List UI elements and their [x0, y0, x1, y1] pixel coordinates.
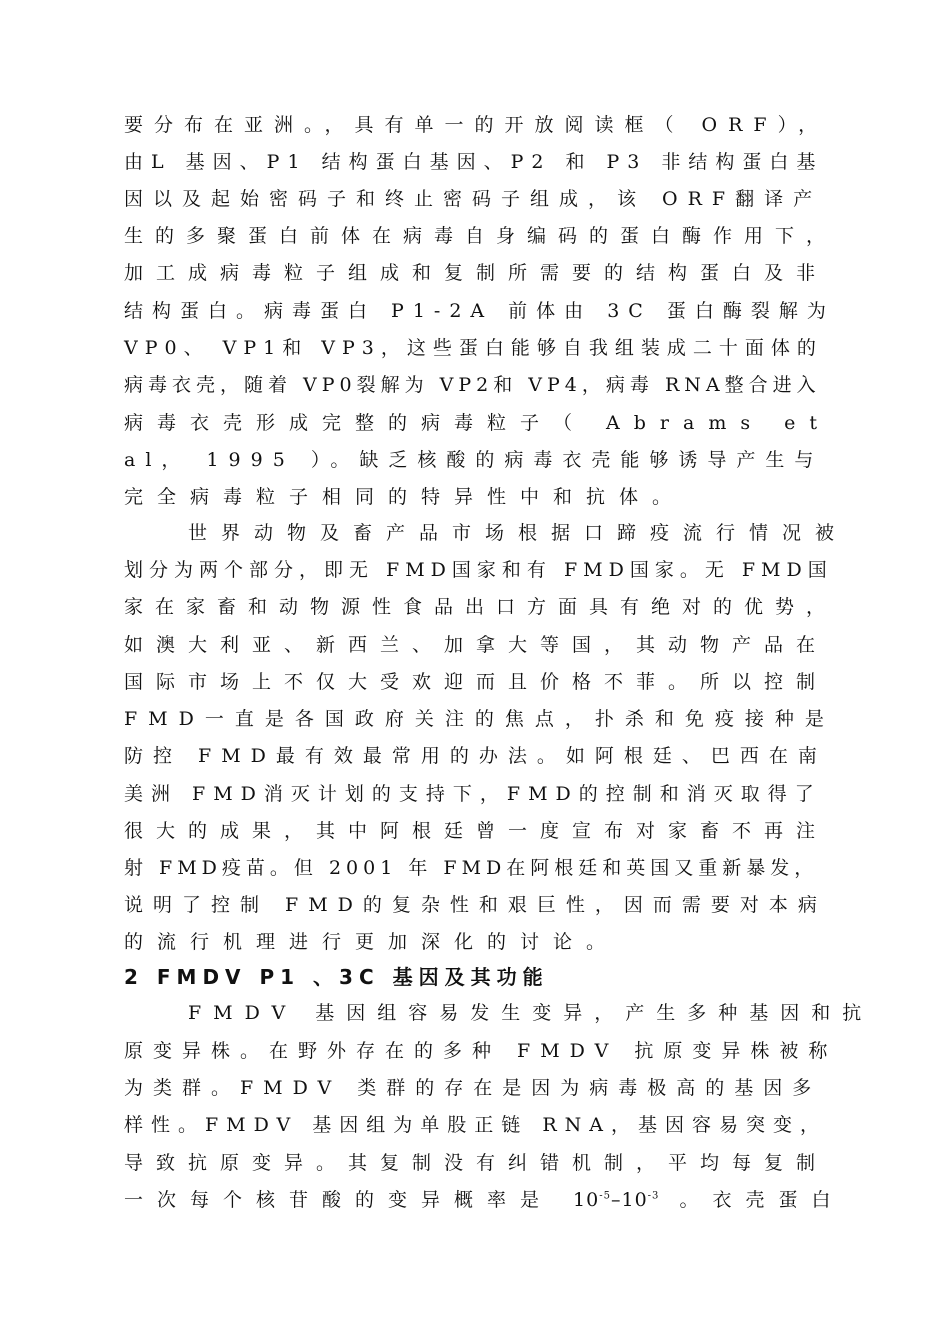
paragraph-1-line-1: 要分布在亚洲。，具有单一的开放阅读框（ ORF），	[124, 114, 829, 136]
paragraph-2-line-12: 的流行机理进行更加深化的讨论。	[124, 931, 620, 953]
paragraph-2-line-5: 国际市场上不仅大受欢迎而且价格不菲。所以控制	[124, 671, 829, 693]
paragraph-1-line-9: 病毒衣壳形成完整的病毒粒子（ Abrams et	[124, 412, 832, 434]
paragraph-2-line-1: 世界动物及畜产品市场根据口蹄疫流行情况被	[188, 522, 849, 544]
paragraph-1-line-2: 由L 基因、P1 结构蛋白基因、P2 和 P3 非结构蛋白基	[124, 151, 824, 173]
paragraph-3-line-4: 样性。FMDV 基因组为单股正链 RNA，基因容易突变，	[124, 1114, 827, 1136]
exponent-2: -3	[647, 1190, 660, 1202]
paragraph-1-line-5: 加工成病毒粒子组成和复制所需要的结构蛋白及非	[124, 262, 829, 284]
paragraph-1-line-3: 因以及起始密码子和终止密码子组成，该 ORF翻译产	[124, 188, 823, 210]
paragraph-3-line-2: 原变异株。在野外存在的多种 FMDV 抗原变异株被称	[124, 1040, 838, 1062]
paragraph-2-line-10: 射 FMD疫苗。但 2001 年 FMD在阿根廷和英国又重新暴发，	[124, 857, 819, 879]
paragraph-3-line-1: FMDV 基因组容易发生变异，产生多种基因和抗	[188, 1002, 874, 1024]
paragraph-1-line-7: VP0、 VP1和 VP3，这些蛋白能够自我组装成二十面体的	[124, 337, 823, 359]
paragraph-3-line-5: 导致抗原变异。其复制没有纠错机制，平均每复制	[124, 1152, 829, 1174]
paragraph-2-line-9: 很大的成果，其中阿根廷曾一度宣布对家畜不再注	[124, 820, 829, 842]
paragraph-2-line-8: 美洲 FMD消灭计划的支持下，FMD的控制和消灭取得了	[124, 783, 822, 805]
section-heading: 2 FMDV P1 、3C 基因及其功能	[124, 965, 549, 989]
exponent-1: -5	[599, 1190, 611, 1202]
exponent-base-2: 10	[621, 1189, 648, 1211]
paragraph-2-line-7: 防控 FMD最有效最常用的办法。如阿根廷、巴西在南	[124, 745, 827, 767]
paragraph-2-line-11: 说明了控制 FMD的复杂性和艰巨性，因而需要对本病	[124, 894, 827, 916]
paragraph-1-line-11: 完全病毒粒子相同的特异性中和抗体。	[124, 486, 686, 508]
line-6-text-before: 一次每个核苷酸的变异概率是	[124, 1189, 574, 1211]
paragraph-2-line-6: FMD一直是各国政府关注的焦点，扑杀和免疫接种是	[124, 708, 835, 730]
paragraph-2-line-4: 如澳大利亚、新西兰、加拿大等国，其动物产品在	[124, 634, 829, 656]
paragraph-1-line-8: 病毒衣壳，随着 VP0裂解为 VP2和 VP4，病毒 RNA整合进入	[124, 374, 821, 396]
range-dash: –	[610, 1189, 622, 1211]
paragraph-3-line-3: 为类群。FMDV 类群的存在是因为病毒极高的基因多	[124, 1077, 822, 1099]
paragraph-2-line-3: 家在家畜和动物源性食品出口方面具有绝对的优势，	[124, 596, 838, 618]
paragraph-3-line-6	[124, 1185, 844, 1215]
paragraph-1-line-6: 结构蛋白。病毒蛋白 P1-2A 前体由 3C 蛋白酶裂解为	[124, 300, 835, 322]
paragraph-1-line-10: al， 1995 ）。缺乏核酸的病毒衣壳能够诱导产生与	[124, 449, 824, 471]
paragraph-1-line-4: 生的多聚蛋白前体在病毒自身编码的蛋白酶作用下，	[124, 225, 838, 247]
exponent-base-1: 10	[573, 1189, 600, 1211]
line-6-text-after: 。衣壳蛋白	[659, 1189, 845, 1211]
paragraph-2-line-2: 划分为两个部分，即无 FMD国家和有 FMD国家。无 FMD国	[124, 559, 833, 581]
